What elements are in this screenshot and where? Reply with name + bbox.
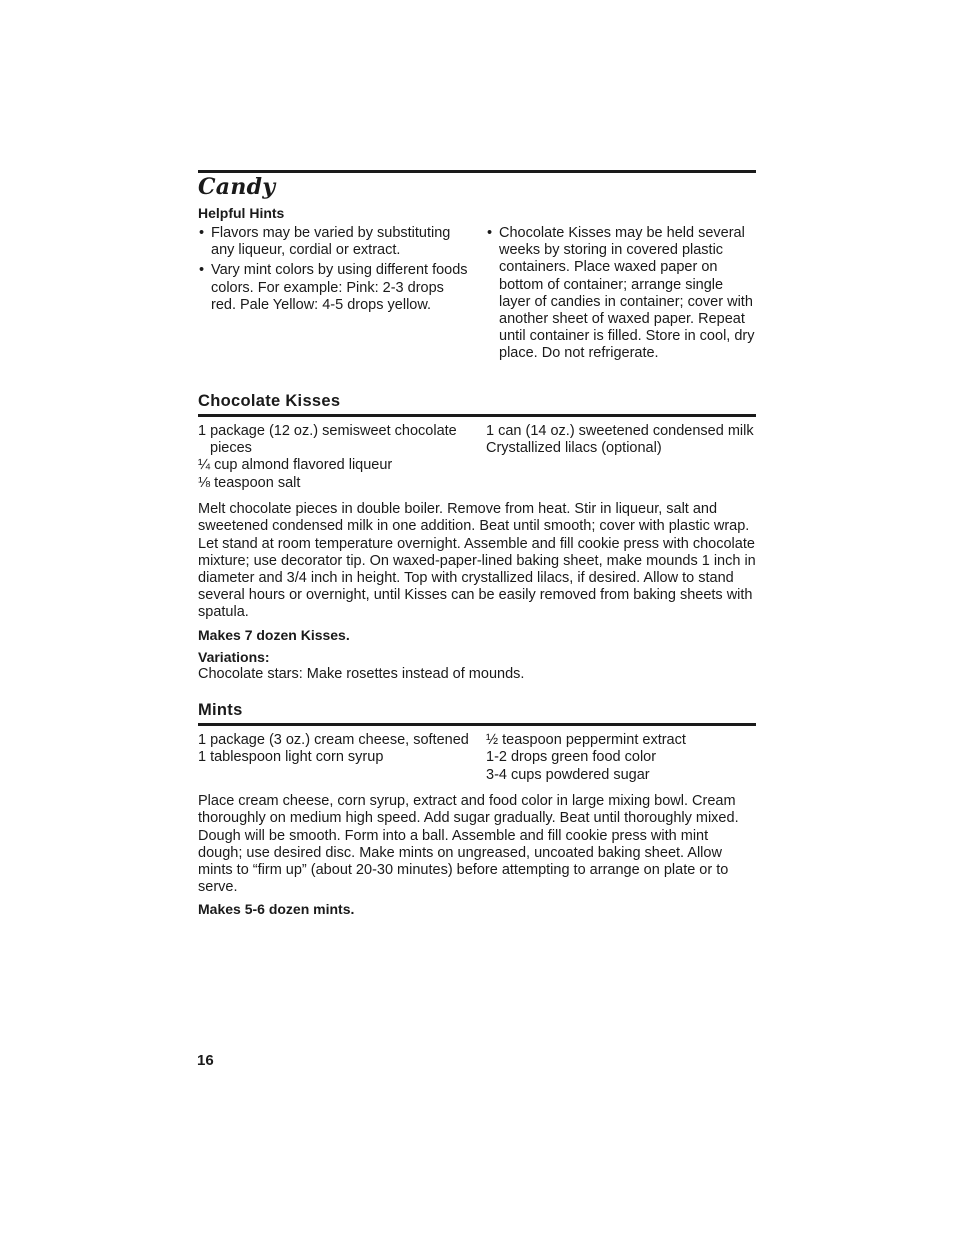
hints-left-list	[198, 225, 470, 366]
variations-text: Chocolate stars: Make rosettes instead of mounds.	[198, 665, 525, 682]
page-content	[198, 170, 756, 918]
ingredient-item: 1 package (3 oz.) cream cheese, softened	[198, 731, 469, 748]
helpful-hints-label: Helpful Hints	[198, 205, 285, 221]
ingredients-columns	[198, 726, 756, 784]
ingredients-left	[198, 423, 470, 493]
ingredient-item: 1 tablespoon light corn syrup	[198, 749, 384, 766]
hints-right-list	[486, 225, 756, 366]
ingredient-item: 3-4 cups powdered sugar	[486, 766, 650, 783]
recipe-title: Mints	[198, 700, 756, 726]
recipe-mints	[198, 700, 756, 918]
ingredients-left	[198, 732, 470, 784]
ingredient-item: 1 package (12 oz.) semisweet chocolate pieces	[198, 422, 457, 457]
recipe-title: Chocolate Kisses	[198, 391, 756, 417]
top-rule	[198, 170, 756, 173]
ingredient-item: 1-2 drops green food color	[486, 749, 657, 766]
hint-item: • Flavors may be varied by substituting any liqueur, cordial or extract.	[198, 225, 470, 259]
recipe-chocolate-kisses	[198, 391, 756, 683]
page-number: 16	[197, 1052, 214, 1069]
recipe-yield: Makes 7 dozen Kisses.	[198, 626, 350, 643]
ingredient-item: ⅛ teaspoon salt	[198, 474, 301, 491]
hint-item: • Vary mint colors by using different foods colors. For example: Pink: 2-3 drops red. Pale Yellow: 4-5 drops yellow.	[198, 262, 470, 314]
ingredients-columns	[198, 417, 756, 493]
section-title: Candy	[198, 174, 276, 200]
ingredient-item: ½ teaspoon peppermint extract	[486, 731, 686, 748]
ingredient-item: 1 can (14 oz.) sweetened condensed milk	[486, 422, 754, 439]
recipe-yield: Makes 5-6 dozen mints.	[198, 901, 355, 918]
hint-item: • Chocolate Kisses may be held several weeks by storing in covered plastic containers. Place waxed paper on bottom of container; arrange single layer of candies in container; cover with another sheet of waxed paper. Repeat until container is filled. Store in cool, dry place. Do not refrigerate.	[486, 225, 756, 363]
ingredients-right	[486, 732, 756, 784]
ingredient-item: Crystallized lilacs (optional)	[486, 440, 662, 457]
variations-label: Variations:	[198, 648, 270, 665]
hints-columns	[198, 222, 756, 366]
recipe-directions: Place cream cheese, corn syrup, extract and food color in large mixing bowl. Cream thoroughly on medium high speed. Add sugar gradually. Beat until thoroughly mixed. Dough will be smooth. Form into a ball. Assemble and fill cookie press with mint dough; use desired disc. Make mints on ungreased, uncoated baking sheet. Allow mints to “firm up” (about 20-30 minutes) before attempting to arrange on plate or to serve.	[198, 793, 739, 896]
recipe-directions: Melt chocolate pieces in double boiler. Remove from heat. Stir in liqueur, salt and sweetened condensed milk in one addition. Beat until smooth; cover with plastic wrap. Let stand at room temperature overnight. Assemble and fill cookie press with chocolate mixture; use decorator tip. On waxed-paper-lined baking sheet, make mounds 1 inch in diameter and 3/4 inch in height. Top with crystallized lilacs, if desired. Allow to stand several hours or overnight, until Kisses can be easily removed from baking sheets with spatula.	[198, 501, 756, 621]
ingredient-item: ¼ cup almond flavored liqueur	[198, 457, 393, 474]
ingredients-right	[486, 423, 756, 493]
